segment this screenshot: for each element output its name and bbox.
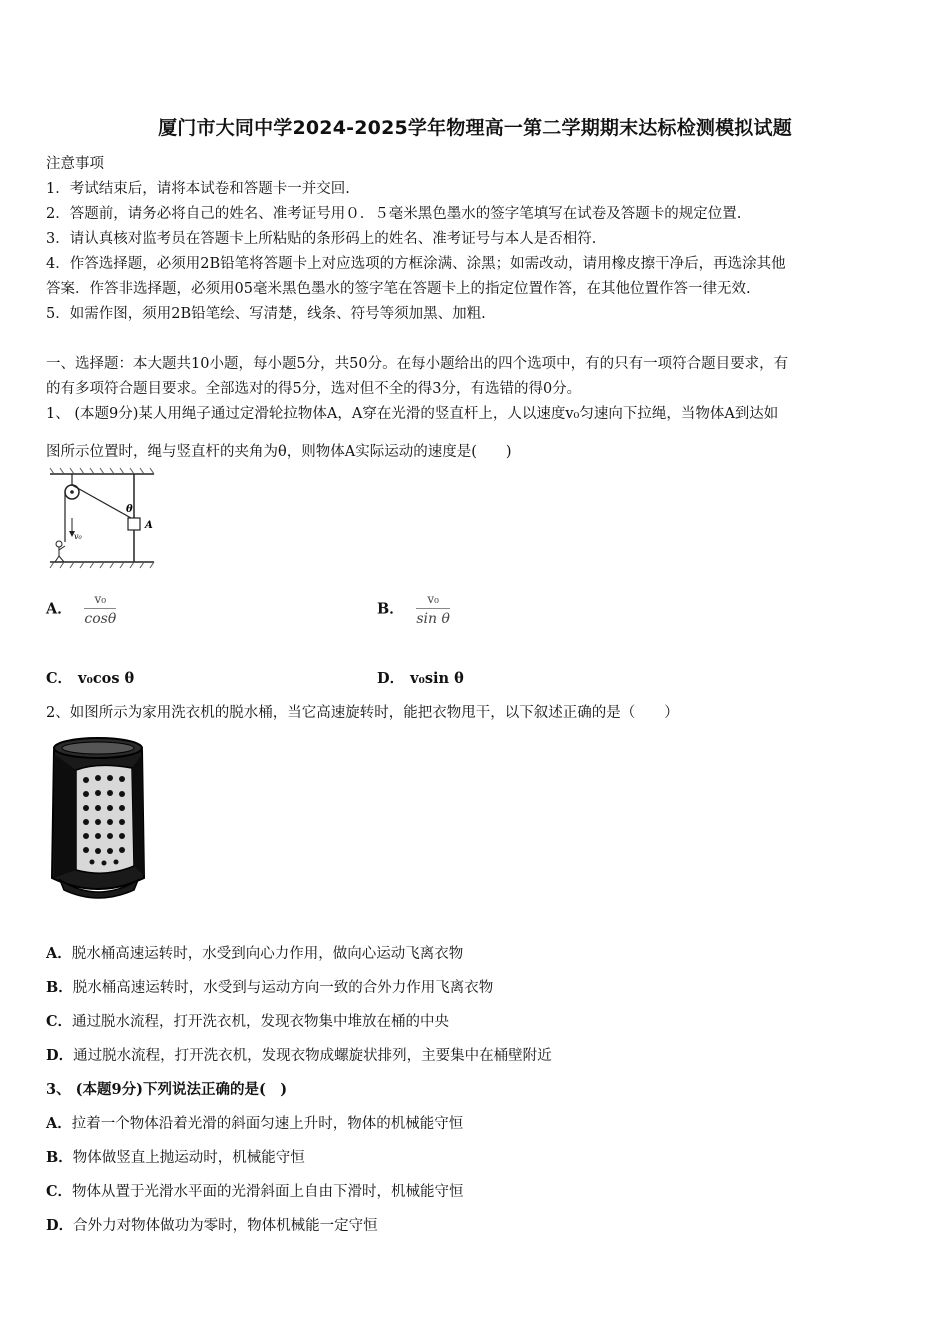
frac-numerator: v₀ — [416, 592, 450, 609]
theta-label: θ — [126, 504, 133, 515]
section-heading: 一、选择题：本大题共10小题，每小题5分，共50分。在每小题给出的四个选项中，有的只有一项符合题目要求，有 — [46, 356, 789, 372]
q3-stem: 3、 (本题9分)下列说法正确的是( ) — [46, 1081, 288, 1098]
q3-option-a: A．拉着一个物体沿着光滑的斜面匀速上升时，物体的机械能守恒 — [46, 1115, 464, 1132]
q1-stem-line1: 1、 (本题9分)某人用绳子通过定滑轮拉物体A，A穿在光滑的竖直杆上，人以速度v₀匀速向下拉绳，当物体A到达如 — [46, 406, 779, 422]
frac-numerator: v₀ — [84, 592, 116, 609]
q2-option-c: C．通过脱水流程，打开洗衣机，发现衣物集中堆放在桶的中央 — [46, 1013, 450, 1030]
notice-item: 1．考试结束后，请将本试卷和答题卡一并交回. — [46, 181, 350, 197]
velocity-label: v₀ — [74, 532, 82, 541]
pulley-figure — [46, 466, 158, 570]
q1-option-b: B． $\frac{\text{v₀}}{\text{sin θ}}$ — [377, 592, 450, 627]
block-label: A — [145, 520, 153, 531]
q3-option-c: C．物体从置于光滑水平面的光滑斜面上自由下滑时，机械能守恒 — [46, 1183, 464, 1200]
q3-option-d: D．合外力对物体做功为零时，物体机械能一定守恒 — [46, 1217, 378, 1234]
section-heading-cont: 的有多项符合题目要求。全部选对的得5分，选对但不全的得3分，有选错的得0分。 — [46, 381, 582, 397]
frac-denominator: cosθ — [84, 611, 117, 627]
frac-denominator: sin θ — [416, 611, 450, 627]
q1-option-a: A． $\frac{\text{v₀}}{\cos\theta}$ — [46, 592, 117, 627]
q2-option-b: B．脱水桶高速运转时，水受到与运动方向一致的合外力作用飞离衣物 — [46, 979, 494, 996]
q2-stem: 2、如图所示为家用洗衣机的脱水桶，当它高速旋转时，能把衣物甩干，以下叙述正确的是（ ） — [46, 705, 679, 721]
q1-option-d: D． v₀sin θ — [377, 670, 464, 687]
page-title: 厦门市大同中学2024-2025学年物理高一第二学期期末达标检测模拟试题 — [158, 117, 792, 139]
q1-stem-line2: 图所示位置时，绳与竖直杆的夹角为θ，则物体A实际运动的速度是( ) — [46, 444, 512, 460]
notice-item: 答案．作答非选择题，必须用05毫米黑色墨水的签字笔在答题卡上的指定位置作答，在其他位置作答一律无效. — [46, 281, 751, 297]
washer-drum-figure — [46, 730, 150, 904]
notice-item: 2．答题前，请务必将自己的姓名、准考证号用０．５毫米黑色墨水的签字笔填写在试卷及答题卡的规定位置. — [46, 206, 742, 222]
q2-option-d: D．通过脱水流程，打开洗衣机，发现衣物成螺旋状排列，主要集中在桶壁附近 — [46, 1047, 552, 1064]
notice-heading: 注意事项 — [46, 156, 104, 172]
q3-option-b: B．物体做竖直上抛运动时，机械能守恒 — [46, 1149, 305, 1166]
notice-item: 4．作答选择题，必须用2B铅笔将答题卡上对应选项的方框涂满、涂黑；如需改动，请用橡皮擦干净后，再选涂其他 — [46, 256, 786, 272]
notice-item: 5．如需作图，须用2B铅笔绘、写清楚，线条、符号等须加黑、加粗. — [46, 306, 486, 322]
notice-item: 3．请认真核对监考员在答题卡上所粘贴的条形码上的姓名、准考证号与本人是否相符. — [46, 231, 597, 247]
q2-option-a: A．脱水桶高速运转时，水受到向心力作用，做向心运动飞离衣物 — [46, 945, 464, 962]
q1-option-c: C． v₀cos θ — [46, 670, 135, 687]
